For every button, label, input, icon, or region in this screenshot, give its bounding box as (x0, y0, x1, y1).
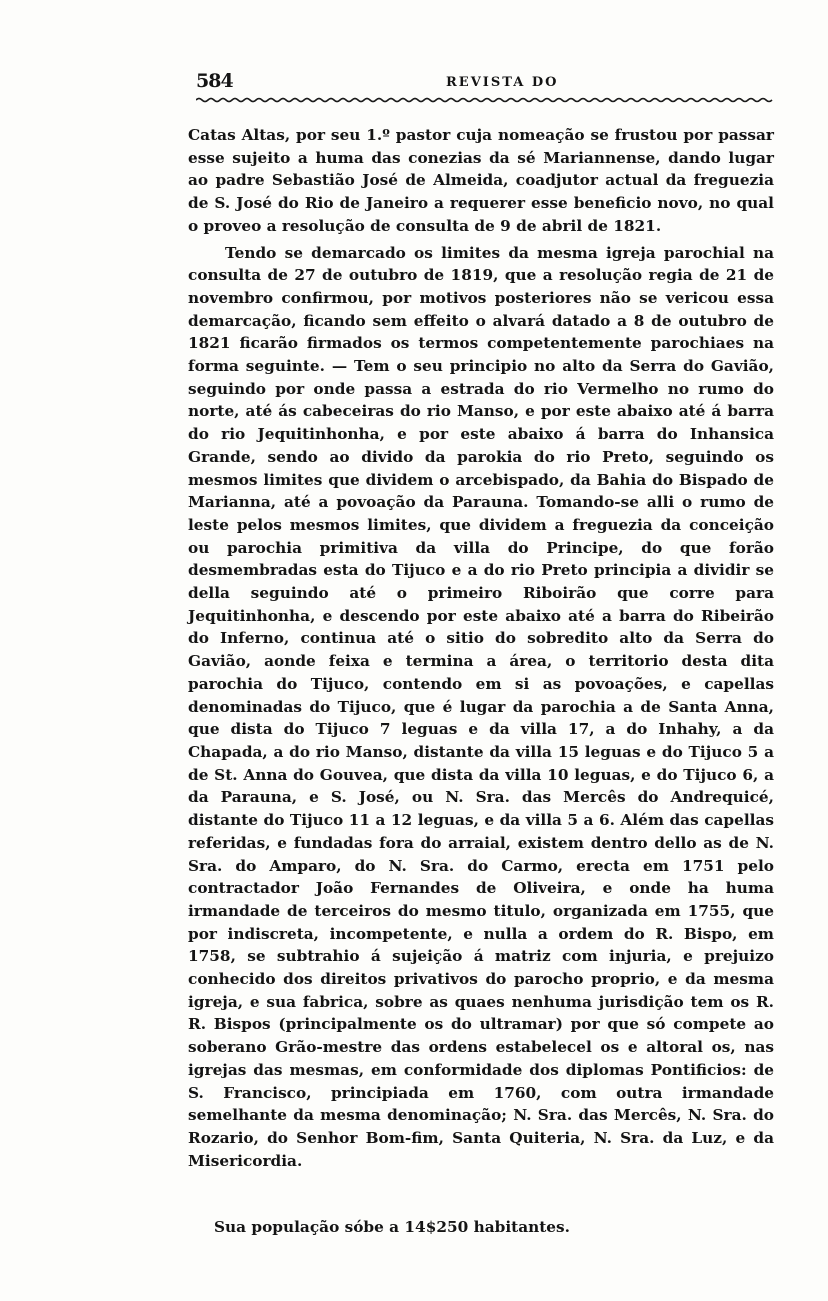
header-rule (196, 97, 774, 103)
paragraph-continued: Catas Altas, por seu 1.º pastor cuja nomeação se frustou por passar esse sujeito a huma das conezias da sé Mariannense, dando lugar ao padre Sebastião José de Almeida, coadjutor actual da freguezia de S. José do Rio de Janeiro a requerer esse beneficio novo, no qual o proveo a resolução de consulta de 9 de abril de 1821. (188, 126, 774, 235)
page-number: 584 (196, 70, 233, 92)
body-text (188, 124, 774, 1172)
population-line: Sua população sóbe a 14$250 habitantes. (214, 1218, 570, 1236)
running-title: REVISTA DO (446, 75, 559, 90)
running-head (196, 66, 772, 96)
paragraph-boundaries: Tendo se demarcado os limites da mesma igreja parochial na consulta de 27 de outubro de 1819, que a resolução regia de 21 de novembro confirmou, por motivos posteriores não se vericou essa demarcação, ficando sem effeito o alvará datado a 8 de outubro de 1821 ficarão firmados os termos competentemente parochiaes na forma seguinte. — Tem o seu principio no alto da Serra do Gavião, seguindo por onde passa a estrada do rio Vermelho no rumo do norte, até ás cabeceiras do rio Manso, e por este abaixo até á barra do rio Jequitinhonha, e por este abaixo á barra do Inhansica Grande, sendo ao divido da parokia do rio Preto, seguindo os mesmos limites que dividem o arcebispado, da Bahia do Bispado de Marianna, até a povoação da Parauna. Tomando-se alli o rumo de leste pelos mesmos limites, que dividem a freguezia da conceição ou parochia primitiva da villa do Principe, do que forão desmembradas esta do Tijuco e a do rio Preto principia a dividir se della seguindo até o primeiro Riboirão que corre para Jequitinhonha, e descendo por este abaixo até a barra do Ribeirão do Inferno, continua até o sitio do sobredito alto da Serra do Gavião, aonde feixa e termina a área, o territorio desta dita parochia do Tijuco, contendo em si as povoações, e capellas denominadas do Tijuco, que é lugar da parochia a de Santa Anna, que dista do Tijuco 7 leguas e da villa 17, a do Inhahy, a da Chapada, a do rio Manso, distante da villa 15 leguas e do Tijuco 5 a de St. Anna do Gouvea, que dista da villa 10 leguas, e do Tijuco 6, a da Parauna, e S. José, ou N. Sra. das Mercês do Andrequicé, distante do Tijuco 11 a 12 leguas, e da villa 5 a 6. Além das capellas referidas, e fundadas fora do arraial, existem dentro dello as de N. Sra. do Amparo, do N. Sra. do Carmo, erecta em 1751 pelo contractador João Fernandes de Oliveira, e onde ha huma irmandade de terceiros do mesmo titulo, organizada em 1755, que por indiscreta, incompetente, e nulla a ordem do R. Bispo, em 1758, se subtrahio á sujeição á matriz com injuria, e prejuizo conhecido dos direitos privativos do parocho proprio, e da mesma igreja, e sua fabrica, sobre as quaes nenhuma jurisdição tem os R. R. Bispos (principalmente os do ultramar) por que só compete ao soberano Grão-mestre das ordens estabelecel os e altoral os, nas igrejas das mesmas, em conformidade dos diplomas Pontificios: de S. Francisco, principiada em 1760, com outra irmandade semelhante da mesma denominação; N. Sra. das Mercês, N. Sra. do Rozario, do Senhor Bom-fim, Santa Quiteria, N. Sra. da Luz, e da Misericordia. (188, 243, 774, 1170)
